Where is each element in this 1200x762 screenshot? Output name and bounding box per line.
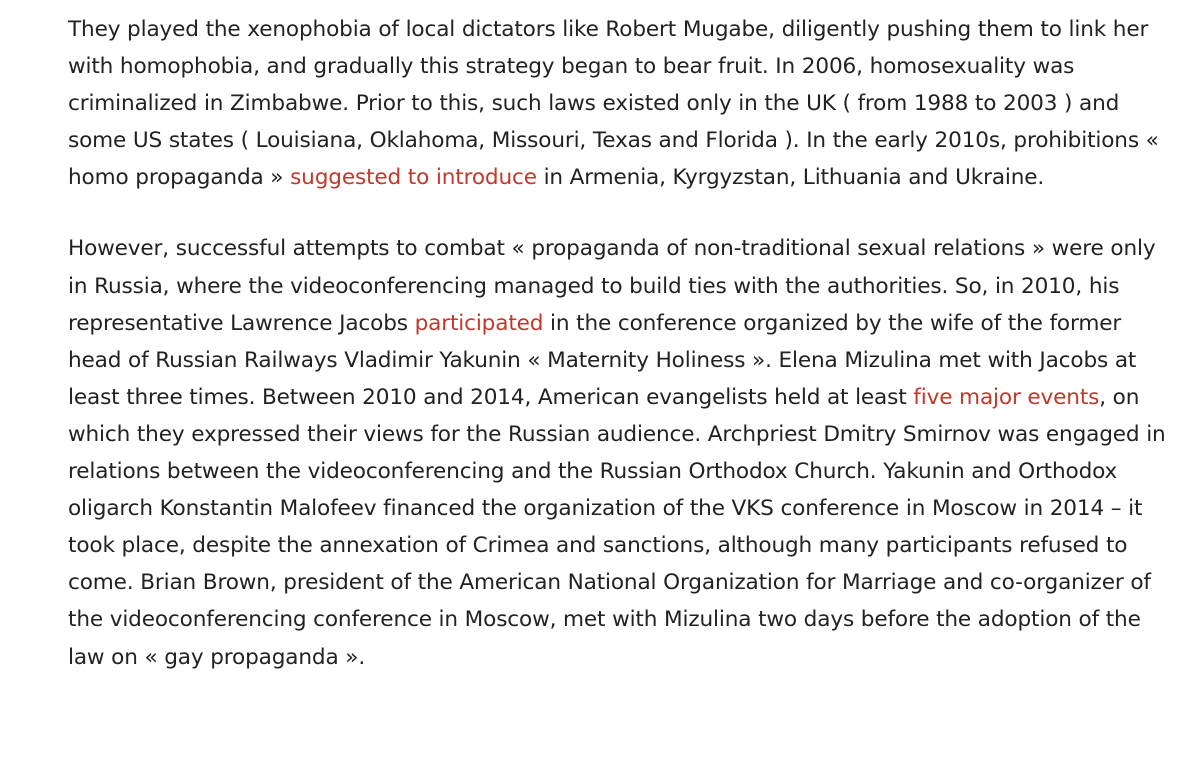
paragraph-1: [68, 11, 1168, 196]
link-suggested-to-introduce[interactable]: suggested to introduce: [290, 165, 537, 191]
paragraph-1-text-1: They played the xenophobia of local dictators like Robert Mugabe, diligently pushing them to link her with homophobia, and gradually this strategy began to bear fruit. In 2006, homosexuality was criminalized in Zimbabwe. Prior to this, such laws existed only in the UK ( from 1988 to 2003 ) and some US states ( Louisiana, Oklahoma, Missouri, Texas and Florida ). In the early 2010s, prohibitions « homo propaganda »: [68, 17, 1159, 191]
paragraph-2-text-3: , on which they expressed their views for the Russian audience. Archpriest Dmitry Smirnov was engaged in relations between the videoconferencing and the Russian Orthodox Church. Yakunin and Orthodox oligarch Konstantin Malofeev financed the organization of the VKS conference in Moscow in 2014 – it took place, despite the annexation of Crimea and sanctions, although many participants refused to come. Brian Brown, president of the American National Organization for Marriage and co-organizer of the videoconferencing conference in Moscow, met with Mizulina two days before the adoption of the law on « gay propaganda ».: [68, 384, 1166, 670]
article-body: [68, 11, 1168, 676]
link-five-major-events[interactable]: five major events: [913, 384, 1100, 410]
link-participated[interactable]: participated: [414, 310, 544, 336]
paragraph-2: [68, 230, 1168, 675]
paragraph-2-text-1: However, successful attempts to combat « propaganda of non-traditional sexual relations » were only in Russia, where the videoconferencing managed to build ties with the authorities. So, in 2010, his representative Lawrence Jacobs: [68, 236, 1156, 336]
paragraph-1-text-2: in Armenia, Kyrgyzstan, Lithuania and Ukraine.: [536, 165, 1045, 191]
paragraph-2-text-2: in the conference organized by the wife of the former head of Russian Railways Vladimir Yakunin « Maternity Holiness ». Elena Mizulina met with Jacobs at least three times. Between 2010 and 2014, American evangelists held at least: [68, 310, 1137, 410]
